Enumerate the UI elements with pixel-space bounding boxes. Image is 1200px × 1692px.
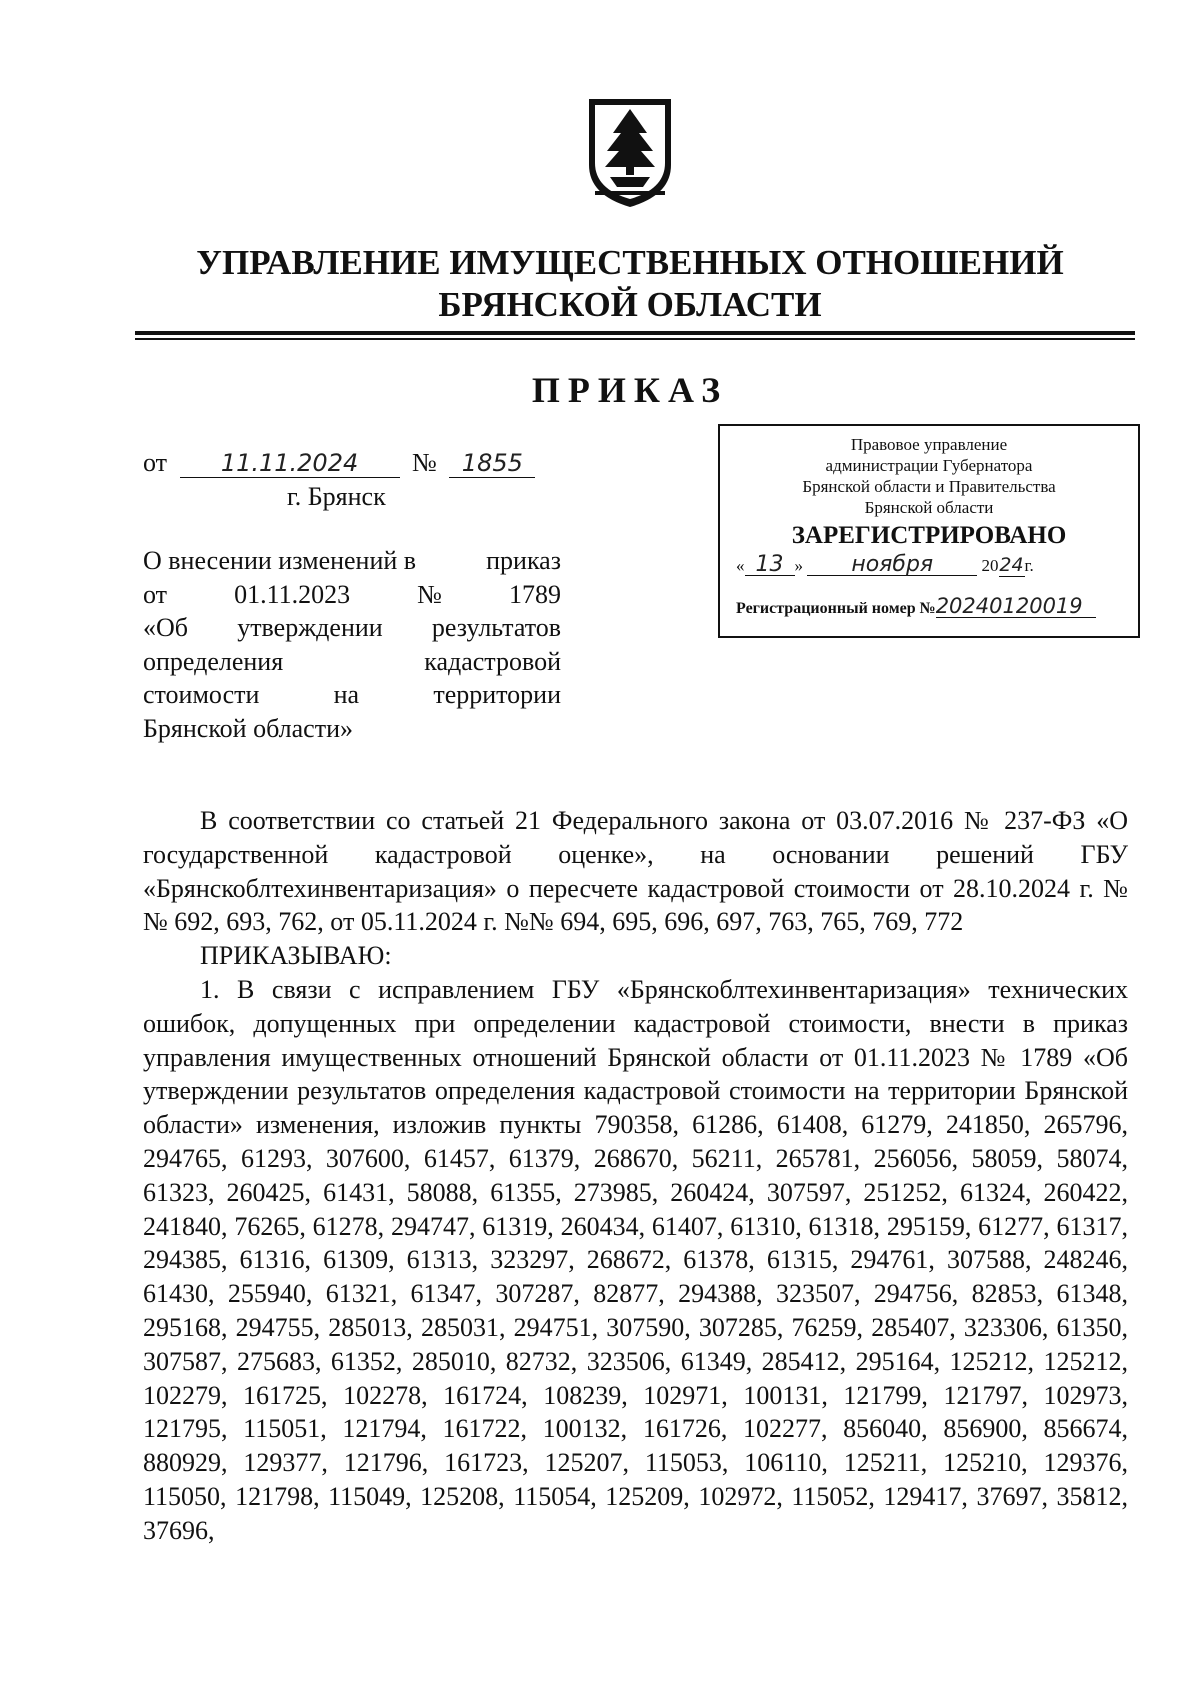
org-title-line1: УПРАВЛЕНИЕ ИМУЩЕСТВЕННЫХ ОТНОШЕНИЙ (196, 243, 1064, 282)
item-1-paragraph: 1. В связи с исправлением ГБУ «Брянскоблтехинвентаризация» технических ошибок, допущенных при определении кадастровой стоимости, внести в приказ управления имущественных отношений Брянской области от 01.11.2023 № 1789 «Об утверждении результатов определения кадастровой стоимости на территории Брянской области» изменения, изложив пункты 790358, 61286, 61408, 61279, 241850, 265796, 294765, 61293, 307600, 61457, 61379, 268670, 56211, 265781, 256056, 58059, 58074, 61323, 260425, 61431, 58088, 61355, 273985, 260424, 307597, 251252, 61324, 260422, 241840, 76265, 61278, 294747, 61319, 260434, 61407, 61310, 61318, 295159, 61277, 61317, 294385, 61316, 61309, 61313, 323297, 268672, 61378, 61315, 294761, 307588, 248246, 61430, 255940, 61321, 61347, 307287, 82877, 294388, 323507, 294756, 82853, 61348, 295168, 294755, 285013, 285031, 294751, 307590, 307285, 76259, 285407, 323306, 61350, 307587, 275683, 61352, 285010, 82732, 323506, 61349, 285412, 295164, 125212, 125212, 102279, 161725, 102278, 161724, 108239, 102971, 100131, 121799, 121797, 102973, 121795, 115051, 121794, 161722, 100132, 161726, 102277, 856040, 856900, 856674, 880929, 129377, 121796, 161723, 125207, 115053, 106110, 125211, 125210, 129376, 115050, 121798, 115049, 125208, 115054, 125209, 102972, 115052, 129417, 37697, 35812, 37696, (143, 974, 1128, 1545)
stamp-registered: ЗАРЕГИСТРИРОВАНО (791, 522, 1067, 549)
stamp-month: ноября (807, 554, 977, 576)
registration-stamp (718, 424, 1140, 638)
document-type-heading: ПРИКАЗ (531, 370, 729, 410)
number-label: № (412, 448, 437, 477)
preamble-paragraph: В соответствии со статьей 21 Федерального закона от 03.07.2016 № 237-ФЗ «О государственной кадастровой оценке», на основании решений ГБУ «Брянскоблтехинвентаризация» о пересчете кадастровой стоимости от 28.10.2024 г. №№ 692, 693, 762, от 05.11.2024 г. №№ 694, 695, 696, 697, 763, 765, 769, 772 (143, 806, 1128, 937)
subject-line: «Об утверждении результатов (143, 613, 561, 642)
order-word: ПРИКАЗЫВАЮ: (200, 941, 392, 971)
subject-line: от 01.11.2023 № 1789 (143, 579, 561, 609)
subject-line: Брянской области» (143, 713, 353, 743)
stamp-date: « 13 » ноября 2024г. (736, 552, 1034, 577)
order-body (143, 804, 1128, 1548)
handwritten-date: 11.11.2024 (180, 449, 400, 478)
stamp-reg-number: 20240120019 (936, 596, 1096, 618)
stamp-line1: Правовое управление (850, 435, 1008, 454)
stamp-line4: Брянской области (864, 498, 994, 517)
stamp-reg-label: Регистрационный номер № (736, 600, 936, 617)
order-subject (143, 544, 561, 745)
order-date-line (143, 448, 535, 478)
stamp-line3: Брянской области и Правительства (802, 477, 1056, 496)
header-divider-thin (135, 338, 1135, 340)
header-divider-thick (135, 331, 1135, 335)
city-label: г. Брянск (287, 482, 386, 511)
handwritten-order-number: 1855 (449, 449, 535, 478)
stamp-year-suffix: 24 (999, 554, 1024, 576)
from-label: от (143, 448, 168, 477)
stamp-day: 13 (745, 554, 795, 576)
stamp-year-prefix: 20 (981, 556, 999, 575)
stamp-reg-number-line (736, 596, 1136, 619)
subject-line: О внесении изменений в приказ (143, 546, 561, 575)
subject-line: определения кадастровой (143, 646, 561, 676)
stamp-year-label: г. (1024, 556, 1034, 575)
subject-line: стоимости на территории (143, 680, 561, 709)
coat-of-arms-emblem (585, 95, 675, 210)
stamp-line2: администрации Губернатора (825, 456, 1033, 475)
org-title-line2: БРЯНСКОЙ ОБЛАСТИ (438, 285, 822, 324)
